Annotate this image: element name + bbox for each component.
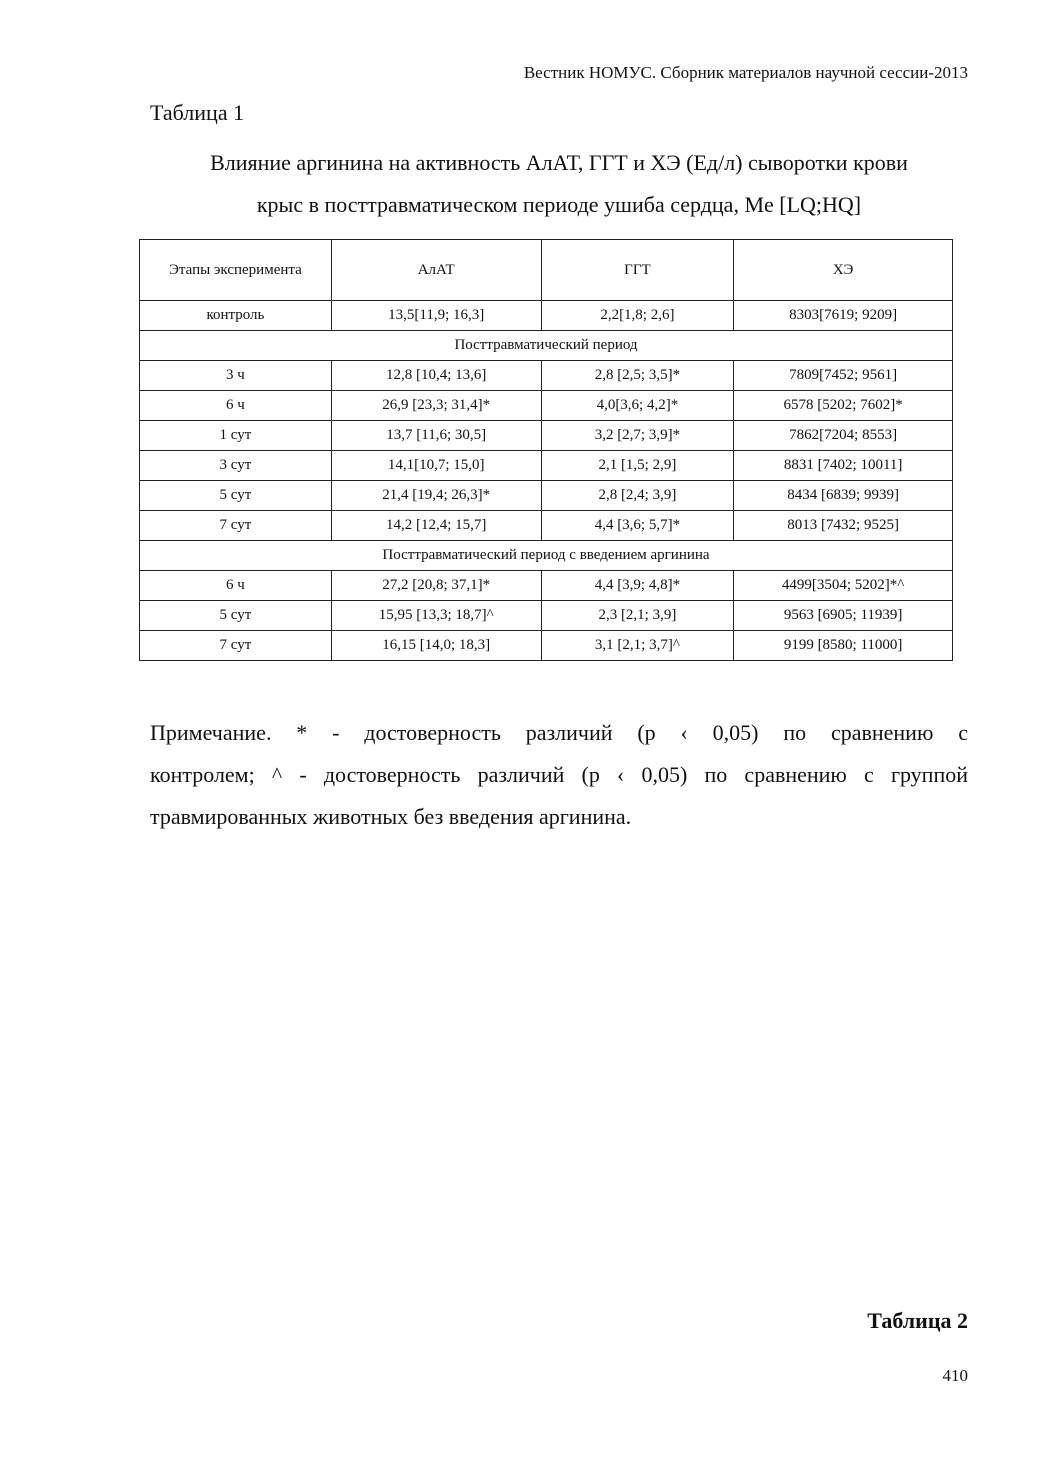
table-row	[140, 391, 953, 421]
table-section-row	[140, 541, 953, 571]
table-row	[140, 631, 953, 661]
table-cell: 9563 [6905; 11939]	[734, 601, 953, 631]
header-cell-ggt: ГГТ	[541, 240, 734, 301]
header-cell-he: ХЭ	[734, 240, 953, 301]
note-line-2: контролем; ^ - достоверность различий (р ‹ 0,05) по сравнению с группой	[150, 762, 968, 787]
table-cell: 26,9 [23,3; 31,4]*	[331, 391, 541, 421]
table-label: Таблица 1	[150, 100, 245, 125]
table-cell: 4,4 [3,9; 4,8]*	[541, 571, 734, 601]
table-cell: 21,4 [19,4; 26,3]*	[331, 481, 541, 511]
table-cell: 4,4 [3,6; 5,7]*	[541, 511, 734, 541]
table-cell: 4499[3504; 5202]*^	[734, 571, 953, 601]
table-cell: 3,2 [2,7; 3,9]*	[541, 421, 734, 451]
table-cell: 2,8 [2,5; 3,5]*	[541, 361, 734, 391]
table-note	[150, 712, 968, 838]
table-row	[140, 511, 953, 541]
table-cell: 15,95 [13,3; 18,7]^	[331, 601, 541, 631]
table-section-row	[140, 331, 953, 361]
header-cell-stage: Этапы эксперимента	[140, 240, 332, 301]
table-cell: 16,15 [14,0; 18,3]	[331, 631, 541, 661]
table-cell: 7809[7452; 9561]	[734, 361, 953, 391]
table-cell: 7 сут	[140, 511, 332, 541]
table-cell: 6 ч	[140, 391, 332, 421]
table-cell: 3 ч	[140, 361, 332, 391]
table-cell: 2,2[1,8; 2,6]	[541, 301, 734, 331]
header-cell-alat: АлАТ	[331, 240, 541, 301]
table-row-control	[140, 301, 953, 331]
table-cell: 13,5[11,9; 16,3]	[331, 301, 541, 331]
table-cell: 4,0[3,6; 4,2]*	[541, 391, 734, 421]
table-cell: 2,1 [1,5; 2,9]	[541, 451, 734, 481]
table-row	[140, 601, 953, 631]
caption-line-1: Влияние аргинина на активность АлАТ, ГГТ и ХЭ (Ед/л) сыворотки крови	[210, 150, 908, 175]
table-cell: 14,2 [12,4; 15,7]	[331, 511, 541, 541]
page-number: 410	[942, 1366, 968, 1385]
running-header: Вестник НОМУС. Сборник материалов научной сессии-2013	[523, 63, 968, 82]
table-cell: 8013 [7432; 9525]	[734, 511, 953, 541]
table-header-row	[140, 240, 953, 301]
table-cell: 7862[7204; 8553]	[734, 421, 953, 451]
table-cell: 7 сут	[140, 631, 332, 661]
table-cell: 2,8 [2,4; 3,9]	[541, 481, 734, 511]
table-row	[140, 421, 953, 451]
note-line-3: травмированных животных без введения аргинина.	[150, 804, 632, 829]
table-row	[140, 481, 953, 511]
table-cell: 27,2 [20,8; 37,1]*	[331, 571, 541, 601]
table-row	[140, 571, 953, 601]
table-2-label: Таблица 2	[867, 1308, 968, 1333]
table-cell: 3 сут	[140, 451, 332, 481]
table-row	[140, 361, 953, 391]
table-row	[140, 451, 953, 481]
table-caption	[150, 142, 968, 226]
results-table	[139, 239, 953, 661]
section-heading-posttraumatic: Посттравматический период	[140, 331, 953, 361]
table-cell: 8303[7619; 9209]	[734, 301, 953, 331]
section-heading-arginine: Посттравматический период с введением аргинина	[140, 541, 953, 571]
table-cell: 1 сут	[140, 421, 332, 451]
table-cell: 6 ч	[140, 571, 332, 601]
table-cell: 2,3 [2,1; 3,9]	[541, 601, 734, 631]
table-cell: 8831 [7402; 10011]	[734, 451, 953, 481]
caption-line-2: крыс в посттравматическом периоде ушиба сердца, Me [LQ;HQ]	[256, 192, 862, 217]
table-cell: 8434 [6839; 9939]	[734, 481, 953, 511]
table-cell: 5 сут	[140, 601, 332, 631]
table-cell: 6578 [5202; 7602]*	[734, 391, 953, 421]
table-cell: контроль	[140, 301, 332, 331]
table-cell: 12,8 [10,4; 13,6]	[331, 361, 541, 391]
table-cell: 3,1 [2,1; 3,7]^	[541, 631, 734, 661]
table-cell: 14,1[10,7; 15,0]	[331, 451, 541, 481]
note-line-1: Примечание. * - достоверность различий (р ‹ 0,05) по сравнению с	[150, 720, 968, 745]
table-cell: 5 сут	[140, 481, 332, 511]
table-cell: 9199 [8580; 11000]	[734, 631, 953, 661]
table-cell: 13,7 [11,6; 30,5]	[331, 421, 541, 451]
